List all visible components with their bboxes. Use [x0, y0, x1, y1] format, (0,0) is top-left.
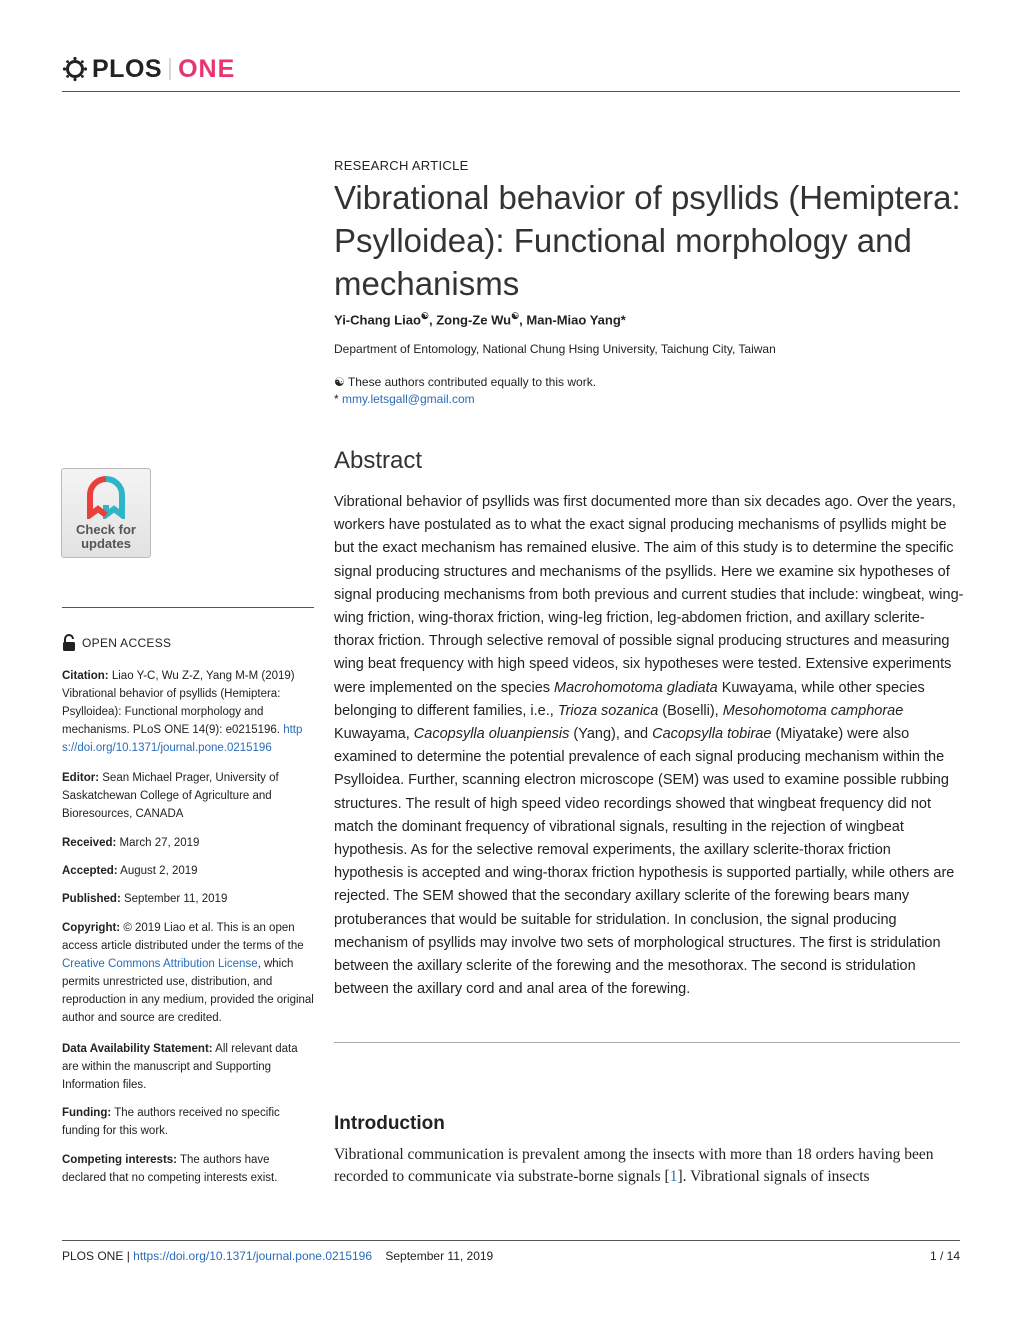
- abstract-text: (Miyatake) were also examined to determine the potential prevalence of each signal producing mechanism within the Psylloidea. Further, scanning electron microscope (SEM) was used to examine possible rubbing structures. The result of high speed video recordings showed that wingbeat frequency did not match the dominant frequency of vibrational signals, resulting in the rejection of wingbeat hypothesis. As for the selective removal experiments, the axillary sclerite-thorax friction hypothesis is accepted and wing-thorax friction hypothesis is supported partially, while others are rejected. The SEM showed that the secondary axillary sclerite of the forewing bears many protuberances that would be suitable for stridulation. In conclusion, the signal producing mechanism of psyllids may involve two sets of morphological structures. The first is stridulation between the axillary sclerite of the forewing and the mesothorax. The second is stridulation between the axillary cord and anal area of the forewing.: [334, 726, 955, 998]
- check-updates-label: Check for updates: [76, 522, 136, 551]
- introduction-text: Vibrational communication is prevalent among the insects with more than 18 orders having been recorded to communicate via substrate-borne signals [: [334, 1146, 934, 1185]
- affiliation: Department of Entomology, National Chung Hsing University, Taichung City, Taiwan: [334, 342, 776, 356]
- species-name: Cacopsylla tobirae: [652, 726, 772, 743]
- open-access-text: OPEN ACCESS: [82, 636, 172, 650]
- logo-divider: [169, 58, 171, 80]
- species-name: Macrohomotoma gladiata: [554, 679, 718, 696]
- data-availability-block: [62, 1040, 314, 1094]
- abstract-divider: [334, 1042, 960, 1043]
- journal-name-one: ONE: [178, 54, 236, 83]
- received-block: [62, 834, 314, 852]
- abstract-text: (Yang), and: [569, 726, 653, 743]
- author-name: Yi-Chang Liao: [334, 312, 421, 328]
- check-for-updates-badge[interactable]: [61, 468, 151, 558]
- header-divider: [62, 91, 960, 92]
- published-date: September 11, 2019: [123, 893, 228, 905]
- abstract-text: Kuwayama,: [334, 726, 414, 743]
- plos-logo-icon: [62, 56, 88, 82]
- copyright-text: © 2019 Liao et al. This is an open access article distributed under the terms of the: [62, 922, 304, 952]
- accepted-block: [62, 862, 314, 880]
- species-name: Cacopsylla oluanpiensis: [413, 726, 570, 743]
- footer-divider: [62, 1240, 960, 1241]
- corresponding-email: [334, 392, 475, 406]
- copyright-label: Copyright:: [62, 922, 121, 934]
- abstract-text: (Boselli),: [658, 702, 723, 719]
- competing-interests-text: The authors have declared that no competing interests exist.: [62, 1154, 278, 1184]
- author-name: Man-Miao Yang: [526, 312, 621, 328]
- article-title: Vibrational behavior of psyllids (Hemiptera: Psylloidea): Functional morphology and mechanisms: [334, 179, 961, 302]
- data-availability-label: Data Availability Statement:: [62, 1043, 213, 1055]
- citation-text: Liao Y-C, Wu Z-Z, Yang M-M (2019) Vibrational behavior of psyllids (Hemiptera: Psylloidea): Functional morphology and mechanisms. PLoS ONE 14(9): e0215196.: [62, 670, 295, 736]
- funding-block: [62, 1104, 314, 1140]
- species-name: Mesohomotoma camphorae: [722, 702, 904, 719]
- editor-label: Editor:: [62, 772, 100, 784]
- footer-date: September 11, 2019: [385, 1249, 494, 1263]
- citation-doi-link[interactable]: https://doi.org/10.1371/journal.pone.0215196: [62, 724, 303, 754]
- editor-text: Sean Michael Prager, University of Saskatchewan College of Agriculture and Bioresources, CANADA: [62, 772, 279, 820]
- species-name: Trioza sozanica: [557, 702, 659, 719]
- page-number: 1 / 14: [929, 1249, 960, 1263]
- introduction-text-end: ]. Vibrational signals of insects: [677, 1168, 870, 1185]
- published-label: Published:: [62, 893, 121, 905]
- corresponding-mark: *: [620, 312, 626, 328]
- received-label: Received:: [62, 837, 117, 849]
- copyright-text-end: , which permits unrestricted use, distribution, and reproduction in any medium, provided the original author and source are credited.: [62, 958, 314, 1024]
- copyright-block: [62, 919, 314, 1027]
- introduction-body: [334, 1144, 964, 1188]
- license-link[interactable]: Creative Commons Attribution License: [62, 958, 258, 970]
- reference-link[interactable]: 1: [669, 1168, 678, 1185]
- accepted-label: Accepted:: [62, 865, 118, 877]
- equal-contribution-note: [334, 375, 596, 389]
- author-name: Zong-Ze Wu: [436, 312, 512, 328]
- equal-contribution-mark: ☯: [511, 311, 520, 321]
- equal-contribution-mark: ☯: [420, 311, 429, 321]
- accepted-date: August 2, 2019: [120, 865, 198, 877]
- article-type: RESEARCH ARTICLE: [334, 158, 469, 173]
- citation-label: Citation:: [62, 670, 109, 682]
- author-list: Yi-Chang Liao☯, Zong-Ze Wu☯, Man-Miao Yang*: [334, 311, 626, 328]
- footer-journal: PLOS ONE: [62, 1249, 124, 1263]
- published-block: [62, 890, 314, 908]
- footer-doi-link[interactable]: https://doi.org/10.1371/journal.pone.0215196: [133, 1249, 373, 1263]
- funding-text: The authors received no specific funding for this work.: [62, 1107, 280, 1137]
- email-link[interactable]: mmy.letsgall@gmail.com: [342, 392, 475, 406]
- journal-name-plos: PLOS: [92, 54, 163, 83]
- introduction-heading: Introduction: [334, 1113, 445, 1134]
- abstract-heading: Abstract: [334, 447, 423, 474]
- funding-label: Funding:: [62, 1107, 112, 1119]
- footer-info: [62, 1249, 493, 1263]
- footer-divider-bar: |: [126, 1249, 130, 1263]
- check-updates-icon: [86, 475, 126, 519]
- editor-block: [62, 769, 314, 823]
- competing-interests-block: [62, 1151, 314, 1187]
- journal-logo[interactable]: [62, 52, 235, 86]
- open-access-label: [62, 634, 171, 652]
- equal-contribution-text: These authors contributed equally to this work.: [347, 375, 597, 389]
- received-date: March 27, 2019: [119, 837, 200, 849]
- abstract-text: Kuwayama, while other species belonging to different families, i.e.,: [334, 679, 925, 719]
- abstract-body: [334, 491, 964, 1001]
- competing-interests-label: Competing interests:: [62, 1154, 178, 1166]
- equal-contribution-symbol: ☯: [334, 375, 345, 389]
- data-availability-text: All relevant data are within the manuscript and Supporting Information files.: [62, 1043, 298, 1091]
- email-marker: *: [334, 392, 339, 406]
- abstract-text: Vibrational behavior of psyllids was first documented more than six decades ago. Over the years, workers have postulated as to what the exact signal producing mechanisms of psyllids might be but the exact mechanism has remained elusive. The aim of this study is to determine the specific signal producing structures and mechanisms of the psyllids. Here we examine six hypotheses of signal producing mechanisms from both previous and current studies that include: wingbeat, wing-wing friction, wing-thorax friction, wing-leg friction, leg-abdomen friction, and axillary sclerite-thorax friction. Through selective removal of possible signal producing structures and measuring wing beat frequency with high speed videos, six hypotheses were tested. Extensive experiments were implemented on the species: [334, 494, 964, 696]
- open-lock-icon: [62, 634, 76, 652]
- sidebar-divider: [62, 607, 314, 608]
- citation-block: [62, 667, 314, 757]
